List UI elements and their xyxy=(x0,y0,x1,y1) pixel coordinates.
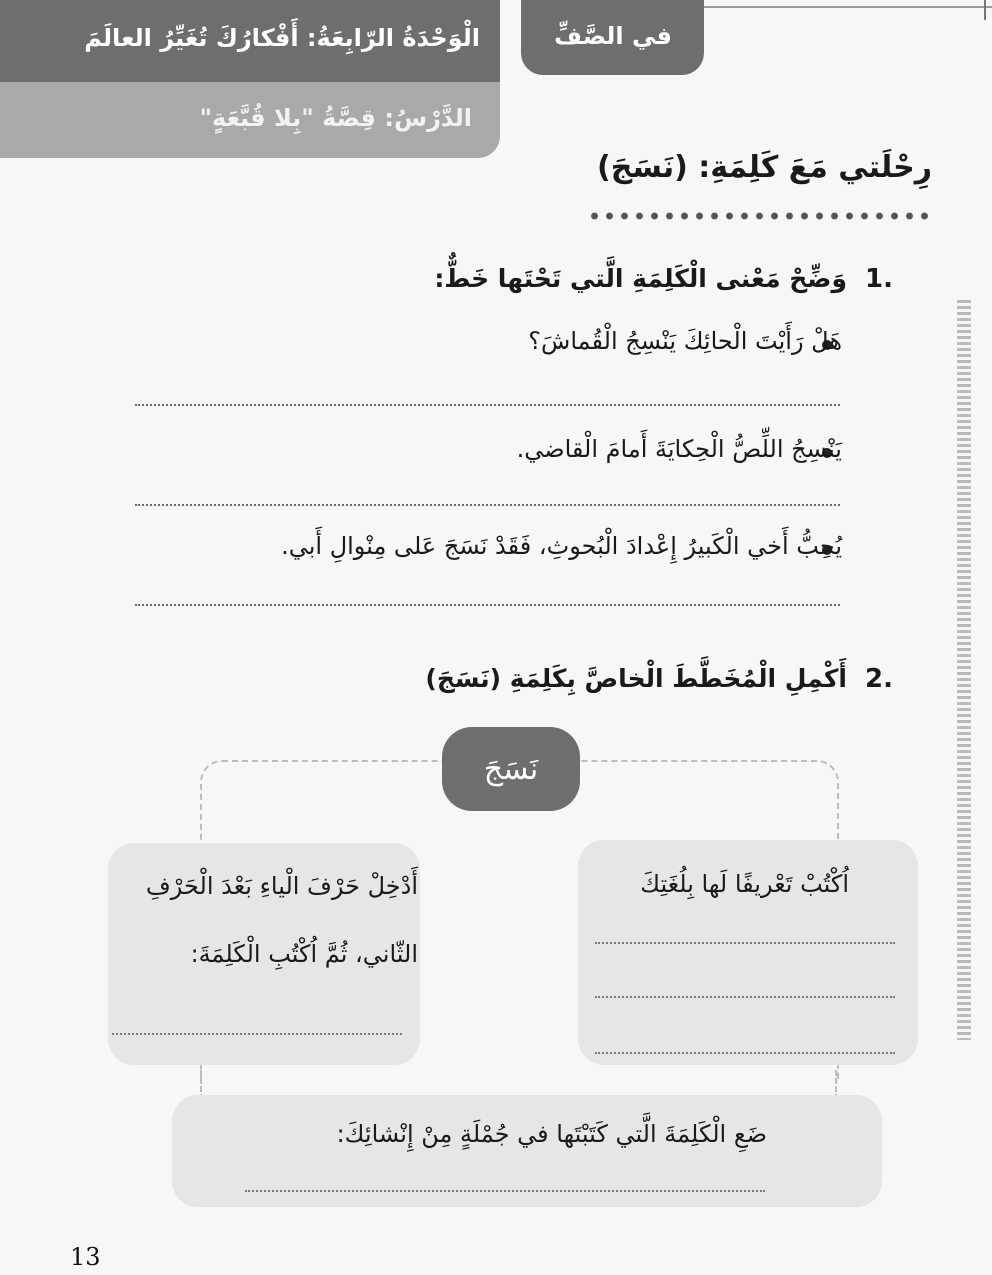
diagram-word: نَسَجَ xyxy=(442,727,580,811)
dotted-divider xyxy=(587,208,932,224)
add-letter-prompt-1: أَدْخِلْ حَرْفَ الْياءِ بَعْدَ الْحَرْفِ xyxy=(145,872,418,900)
lesson-title: الدَّرْسُ: قِصَّةُ "بِلا قُبَّعَةٍ" xyxy=(199,104,472,132)
add-letter-prompt-2: الثّاني، ثُمَّ اُكْتُبِ الْكَلِمَةَ: xyxy=(190,940,418,968)
question-1-number: 1. xyxy=(865,264,893,294)
top-rule xyxy=(704,6,992,8)
page-title: رِحْلَتي مَعَ كَلِمَةِ: (نَسَجَ) xyxy=(597,150,932,185)
unit-title: الْوَحْدَةُ الرّابِعَةُ: أَفْكارُكَ تُغَيِّرُ العالَمَ xyxy=(84,24,480,52)
definition-prompt: اُكْتُبْ تَعْريفًا لَها بِلُغَتِكَ xyxy=(640,870,849,898)
answer-line-2[interactable] xyxy=(135,504,840,506)
sentence-prompt: ضَعِ الْكَلِمَةَ الَّتي كَتَبْتَها في جُمْلَةٍ مِنْ إِنْشائِكَ: xyxy=(336,1120,767,1148)
add-letter-line[interactable] xyxy=(112,1033,402,1035)
sentence-line[interactable] xyxy=(245,1190,765,1192)
question-2-prompt: أَكْمِلِ الْمُخَطَّطَ الْخاصَّ بِكَلِمَةِ (نَسَجَ) xyxy=(425,664,847,693)
answer-line-1[interactable] xyxy=(135,404,840,406)
q1-item-3: يُحِبُّ أَخي الْكَبيرُ إِعْدادَ الْبُحوثِ، فَقَدْ نَسَجَ عَلى مِنْوالِ أَبي. xyxy=(281,532,842,560)
copyright-side-note xyxy=(957,300,971,1040)
definition-line-3[interactable] xyxy=(595,1052,895,1054)
answer-line-3[interactable] xyxy=(135,604,840,606)
q1-item-2: يَنْسِجُ اللِّصُّ الْحِكايَةَ أَمامَ الْقاضي. xyxy=(516,435,842,463)
q1-item-1: هَلْ رَأَيْتَ الْحائِكَ يَنْسِجُ الْقُماشَ؟ xyxy=(528,327,842,355)
in-class-label: في الصَّفِّ xyxy=(554,22,672,50)
definition-line-1[interactable] xyxy=(595,942,895,944)
page-number: 13 xyxy=(70,1243,101,1271)
question-1-prompt: وَضِّحْ مَعْنى الْكَلِمَةِ الَّتي تَحْتَها خَطٌّ: xyxy=(434,264,847,293)
question-2-number: 2. xyxy=(865,664,893,694)
definition-line-2[interactable] xyxy=(595,996,895,998)
page-edge xyxy=(984,0,986,20)
